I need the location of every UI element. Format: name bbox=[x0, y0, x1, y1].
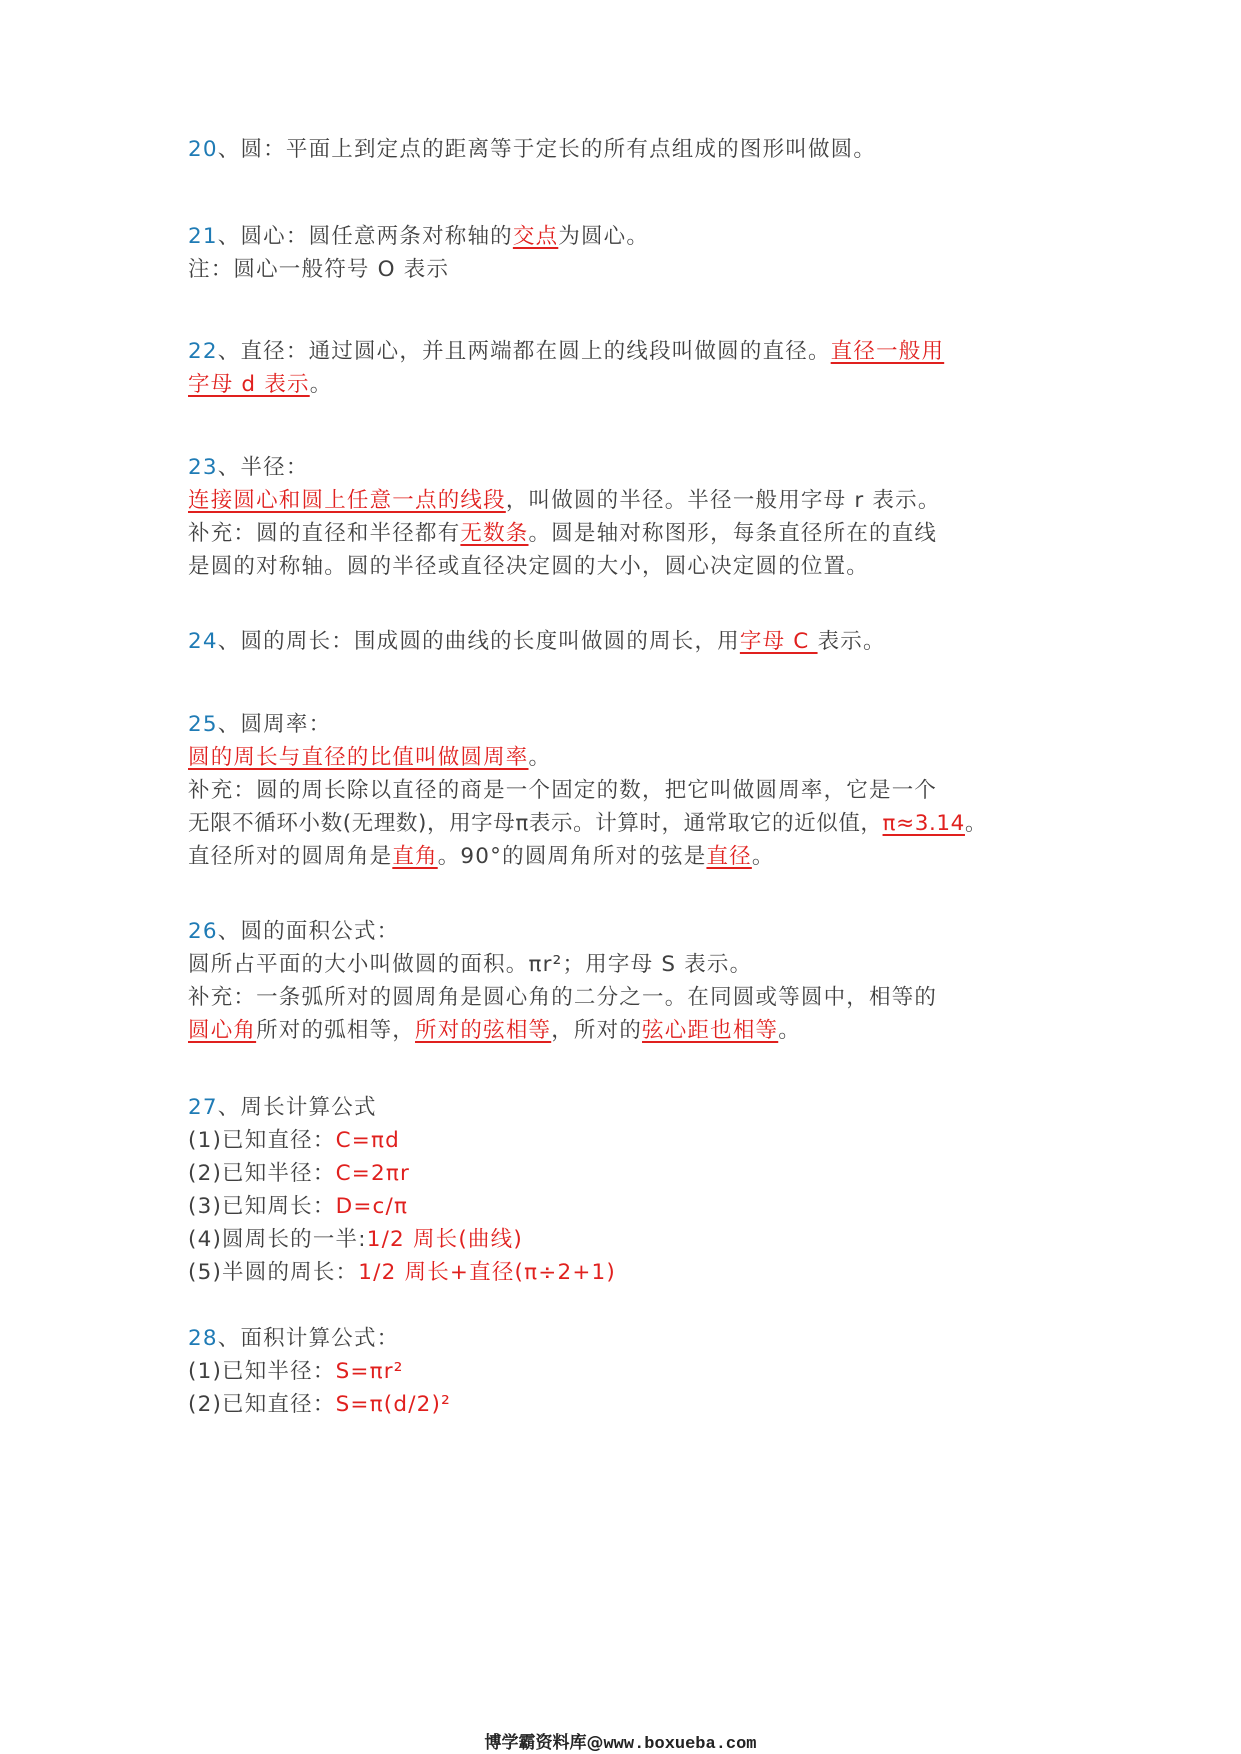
highlight-text: 直径 bbox=[706, 844, 752, 869]
formula-text: S=πr² bbox=[335, 1359, 404, 1384]
section-number: 28 bbox=[188, 1326, 218, 1351]
section-22 bbox=[188, 335, 1068, 401]
section-number: 25 bbox=[188, 712, 218, 737]
section-25-line-5: 直径所对的圆周角是直角。90°的圆周角所对的弦是直径。 bbox=[188, 844, 775, 869]
formula-item: (2)已知半径：C=2πr bbox=[188, 1161, 411, 1186]
section-25-line-2: 圆的周长与直径的比值叫做圆周率。 bbox=[188, 745, 552, 770]
section-20-line-1: 20、圆：平面上到定点的距离等于定长的所有点组成的图形叫做圆。 bbox=[188, 137, 877, 162]
formula-item: (4)圆周长的一半:1/2 周长(曲线) bbox=[188, 1227, 523, 1252]
section-25-line-3: 补充：圆的周长除以直径的商是一个固定的数，把它叫做圆周率，它是一个 bbox=[188, 778, 938, 803]
section-number: 22 bbox=[188, 339, 218, 364]
section-26-line-1: 26、圆的面积公式： bbox=[188, 919, 400, 944]
section-26-line-3: 补充：一条弧所对的圆周角是圆心角的二分之一。在同圆或等圆中，相等的 bbox=[188, 985, 938, 1010]
section-28-line-1: 28、面积计算公式： bbox=[188, 1326, 400, 1351]
section-25-line-4: 无限不循环小数(无理数)，用字母π表示。计算时，通常取它的近似值，π≈3.14。 bbox=[188, 811, 988, 836]
formula-text: C=πd bbox=[335, 1128, 400, 1153]
highlight-text: 交点 bbox=[512, 224, 559, 249]
section-24 bbox=[188, 625, 1068, 658]
highlight-text: 直径一般用 bbox=[830, 339, 945, 364]
section-27 bbox=[188, 1091, 1068, 1289]
highlight-text: 圆心角 bbox=[188, 1018, 257, 1043]
highlight-text: 弦心距也相等 bbox=[642, 1018, 779, 1043]
formula-text: 1/2 周长+直径(π÷2+1) bbox=[358, 1260, 617, 1285]
section-number: 24 bbox=[188, 629, 218, 654]
section-26 bbox=[188, 915, 1068, 1047]
section-number: 21 bbox=[188, 224, 218, 249]
section-23-line-4: 是圆的对称轴。圆的半径或直径决定圆的大小，圆心决定圆的位置。 bbox=[188, 554, 870, 579]
highlight-text: π≈3.14 bbox=[882, 811, 965, 836]
section-27-line-1: 27、周长计算公式 bbox=[188, 1095, 377, 1120]
section-21-line-1: 21、圆心：圆任意两条对称轴的交点为圆心。 bbox=[188, 224, 650, 249]
highlight-text: 直角 bbox=[392, 844, 438, 869]
section-23-line-2: 连接圆心和圆上任意一点的线段，叫做圆的半径。半径一般用字母 r 表示。 bbox=[188, 488, 941, 513]
section-26-line-4: 圆心角所对的弧相等，所对的弦相等，所对的弦心距也相等。 bbox=[188, 1018, 801, 1043]
formula-item: (3)已知周长：D=c/π bbox=[188, 1194, 409, 1219]
formula-item: (1)已知半径：S=πr² bbox=[188, 1359, 404, 1384]
section-25 bbox=[188, 708, 1068, 873]
section-20 bbox=[188, 133, 1068, 166]
section-21 bbox=[188, 220, 1068, 286]
highlight-text: 字母 C bbox=[739, 629, 818, 654]
formula-item: (5)半圆的周长：1/2 周长+直径(π÷2+1) bbox=[188, 1260, 617, 1285]
section-23-line-3: 补充：圆的直径和半径都有无数条。圆是轴对称图形，每条直径所在的直线 bbox=[188, 521, 938, 546]
highlight-text: 无数条 bbox=[460, 521, 529, 546]
highlight-text: 圆的周长与直径的比值叫做圆周率 bbox=[188, 745, 529, 770]
highlight-text: 所对的弦相等 bbox=[415, 1018, 552, 1043]
section-25-line-1: 25、圆周率： bbox=[188, 712, 332, 737]
footer-url: www.boxueba.com bbox=[603, 1735, 757, 1754]
section-21-note: 注：圆心一般符号 O 表示 bbox=[188, 257, 450, 282]
section-23 bbox=[188, 451, 1068, 583]
formula-text: D=c/π bbox=[335, 1194, 409, 1219]
formula-item: (1)已知直径：C=πd bbox=[188, 1128, 400, 1153]
highlight-text: 连接圆心和圆上任意一点的线段 bbox=[188, 488, 506, 513]
formula-text: S=π(d/2)² bbox=[335, 1392, 451, 1417]
section-number: 27 bbox=[188, 1095, 218, 1120]
section-22-line-1: 22、直径：通过圆心，并且两端都在圆上的线段叫做圆的直径。直径一般用 bbox=[188, 339, 945, 364]
section-28 bbox=[188, 1322, 1068, 1421]
footer-watermark: 博学霸资料库@www.boxueba.com bbox=[484, 1733, 757, 1754]
section-26-line-2: 圆所占平面的大小叫做圆的面积。πr²；用字母 S 表示。 bbox=[188, 952, 753, 977]
section-number: 23 bbox=[188, 455, 218, 480]
section-24-line-1: 24、圆的周长：围成圆的曲线的长度叫做圆的周长，用字母 C 表示。 bbox=[188, 629, 886, 654]
highlight-text: 字母 d 表示 bbox=[188, 372, 310, 397]
formula-text: C=2πr bbox=[335, 1161, 411, 1186]
section-22-line-2: 字母 d 表示。 bbox=[188, 372, 333, 397]
section-number: 26 bbox=[188, 919, 218, 944]
section-text: 圆：平面上到定点的距离等于定长的所有点组成的图形叫做圆。 bbox=[240, 137, 877, 162]
formula-text: 1/2 周长(曲线) bbox=[366, 1227, 523, 1252]
section-number: 20 bbox=[188, 137, 218, 162]
formula-item: (2)已知直径：S=π(d/2)² bbox=[188, 1392, 451, 1417]
section-23-line-1: 23、半径： bbox=[188, 455, 309, 480]
